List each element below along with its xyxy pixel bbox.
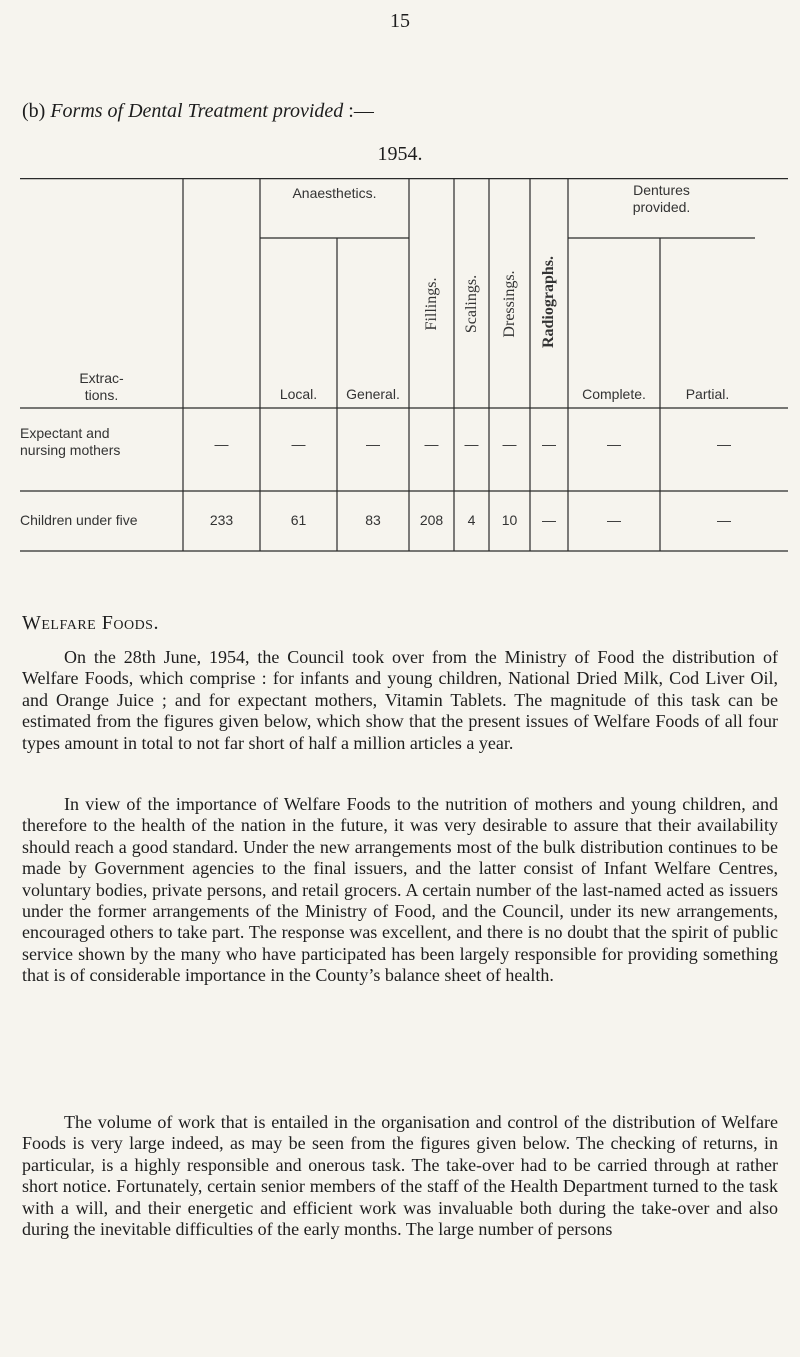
paragraph-3: The volume of work that is entailed in the organisation and control of the distribution of Welfare Foods is very large indeed, as may be seen from the figures given below. The checking of returns, in particular, is a highly responsible and onerous task. The take-over had to be carried through at rather short notice. Fortunately, certain senior members of the staff of the Health Department turned to the task with a will, and their energetic and efficient work was invaluable both during the take-over and also during the inevitable difficulties of the early months. The large number of persons xyxy=(22,1112,778,1240)
section-heading xyxy=(22,100,374,123)
table-cell: — xyxy=(502,436,517,452)
header-local: Local. xyxy=(279,386,318,402)
header-radiographs: Radiographs. xyxy=(540,255,557,349)
header-complete: Complete. xyxy=(582,386,646,402)
header-dentures: Dentures provided. xyxy=(632,182,691,215)
table-cell: — xyxy=(607,436,621,452)
page-number: 15 xyxy=(390,10,410,32)
table-cell: — xyxy=(607,512,621,528)
dental-treatment-table xyxy=(20,178,788,552)
header-general: General. xyxy=(346,386,400,402)
table-cell: — xyxy=(424,436,439,452)
table-cell: — xyxy=(542,512,556,528)
paragraph-1: On the 28th June, 1954, the Council took over from the Ministry of Food the distribution of Welfare Foods, which comprise : for infants and young children, National Dried Milk, Cod Liver Oil, and Orange Juice ; and for expectant mothers, Vitamin Tablets. The magnitude of this task can be estimated from the figures given below, which show that the present issues of Welfare Foods of all four types amount in total to not far short of half a million articles a year. xyxy=(22,647,778,753)
table-year: 1954. xyxy=(377,143,423,165)
header-anaesthetics: Anaesthetics. xyxy=(292,185,377,201)
table-cell: — xyxy=(717,512,731,528)
paragraph-2: In view of the importance of Welfare Foods to the nutrition of mothers and young children, and therefore to the health of the nation in the future, it was very desirable to assure that their availability should reach a good standard. Under the new arrangements most of the bulk distribution continues to be made by Government agencies to the final issuers, and the latter consist of Infant Welfare Centres, voluntary bodies, private persons, and retail grocers. A certain number of the last-named acted as issuers under the former arrangements of the Ministry of Food, and the Council, under its new arrangements, encouraged others to take part. The response was excellent, and there is no doubt that the spirit of public service shown by the many who have participated has been largely responsible for providing something that is of considerable importance in the County’s balance sheet of health. xyxy=(22,794,778,986)
table-grid-lines xyxy=(20,178,788,552)
table-cell: — xyxy=(717,436,731,452)
heading-italic: Forms of Dental Treatment provided xyxy=(50,100,344,122)
header-fillings: Fillings. xyxy=(422,277,440,331)
row-label-expectant-mothers: Expectant and nursing mothers xyxy=(20,425,121,458)
table-cell: 83 xyxy=(365,512,381,528)
table-cell: — xyxy=(366,436,380,452)
row-label-children-under-five: Children under five xyxy=(20,512,138,528)
table-cell: 208 xyxy=(419,512,444,528)
header-extractions: Extrac- tions. xyxy=(79,370,124,403)
table-cell: 10 xyxy=(501,512,518,528)
heading-prefix: (b) xyxy=(22,100,51,122)
table-cell: 233 xyxy=(209,512,234,528)
welfare-foods-title: Welfare Foods. xyxy=(22,612,159,634)
header-partial: Partial. xyxy=(685,386,730,402)
header-dressings: Dressings. xyxy=(500,270,518,338)
table-cell: 4 xyxy=(467,512,476,528)
table-cell: 61 xyxy=(290,512,307,528)
heading-suffix: :— xyxy=(343,100,374,122)
table-cell: — xyxy=(291,436,306,452)
table-cell: — xyxy=(214,436,229,452)
header-scalings: Scalings. xyxy=(462,274,480,334)
table-cell: — xyxy=(542,436,556,452)
table-cell: — xyxy=(464,436,479,452)
